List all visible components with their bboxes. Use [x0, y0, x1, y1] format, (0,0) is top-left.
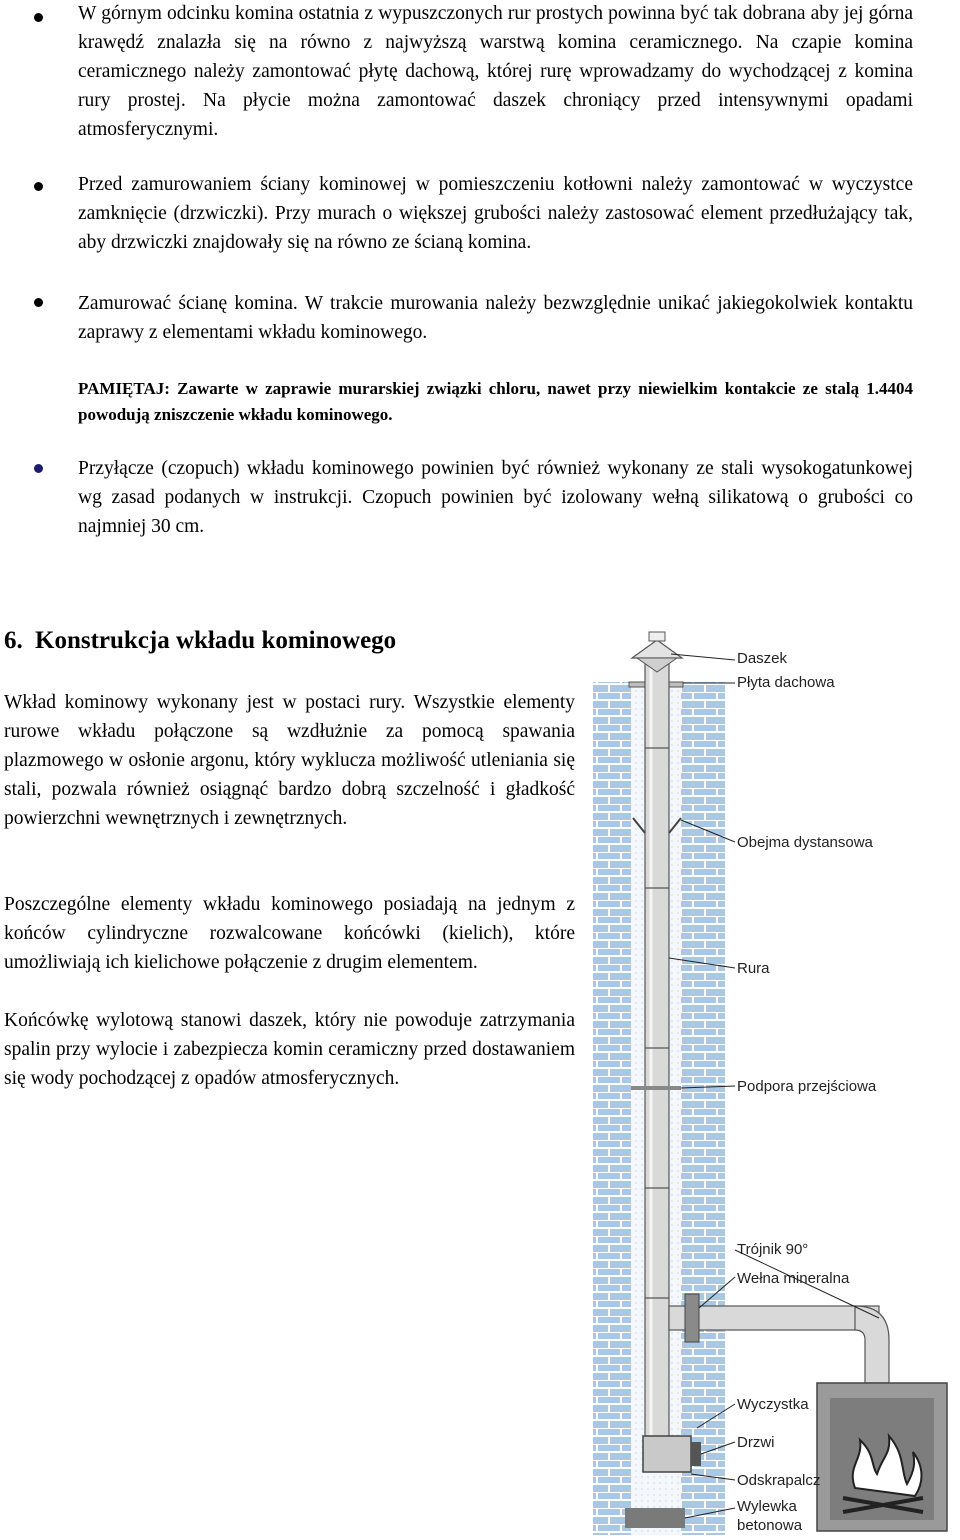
chimney-wall-left	[593, 682, 631, 1535]
label-tee: Trójnik 90°	[737, 1241, 809, 1258]
paragraph: Końcówkę wylotową stanowi daszek, który nie powoduje zatrzymania spalin przy wylocie i zabezpiecza komin ceramiczny przed dostawaniem się wody pochodzącej z opadów atmosferycznych.	[4, 1010, 575, 1089]
paragraph: Wkład kominowy wykonany jest w postaci rury. Wszystkie elementy rurowe wkładu połączone są wzdłużnie za pomocą spawania plazmowego w osłonie argonu, który wyklucza możliwość utleniania się stali, pozwala również osiągnąć bardzo dobrą szczelność i gładkość powierzchni wewnętrznych i zewnętrznych.	[4, 692, 575, 829]
label-door: Drzwi	[737, 1434, 775, 1451]
label-cap: Daszek	[737, 650, 788, 667]
bullet-item: W górnym odcinku komina ostatnia z wypuszczonych rur prostych powinna być tak dobrana aby jej górna krawędź znalazła się na równo z najwyższą warstwą komina ceramicznego. Na czapie komina ceramicznego należy zamontować płytę dachową, której rurę wprowadzamy do wychodzącej z komina rury prostej. Na płycie można zamontować daszek chroniący przed intensywnymi opadami atmosferycznymi.	[78, 3, 913, 140]
label-floor-1: Wylewka	[737, 1498, 797, 1515]
chimney-diagram	[585, 628, 960, 1535]
label-condensate: Odskrapalcz	[737, 1472, 821, 1489]
support-plate	[631, 1086, 681, 1090]
section-title: Konstrukcja wkładu kominowego	[35, 627, 397, 654]
label-roof-plate: Płyta dachowa	[737, 674, 835, 691]
label-support: Podpora przejściowa	[737, 1078, 877, 1095]
label-floor-2: betonowa	[737, 1517, 803, 1534]
label-cleanout: Wyczystka	[737, 1396, 809, 1413]
elbow	[855, 1306, 889, 1383]
tee-branch	[669, 1306, 879, 1330]
section-heading	[4, 622, 396, 660]
bullet-item: Przyłącze (czopuch) wkładu kominowego powinien być również wykonany ze stali wysokogatunkowej wg zasad podanych w instrukcji. Czopuch powinien być izolowany wełną silikatową o grubości co najmniej 30 cm.	[78, 458, 913, 537]
bullet-icon	[34, 13, 43, 22]
label-spacer-clamp: Obejma dystansowa	[737, 834, 873, 851]
chimney-drawing	[585, 628, 960, 1535]
paragraph: Poszczególne elementy wkładu kominowego posiadają na jednym z końców cylindryczne rozwalcowane końcówki (kielich), które umożliwiają ich kielichowe połączenie z drugim elementem.	[4, 894, 575, 973]
label-pipe: Rura	[737, 960, 770, 977]
warning-note: PAMIĘTAJ: Zawarte w zaprawie murarskiej związki chloru, nawet przy niewielkim kontakcie ze stalą 1.4404 powodują zniszczenie wkładu kominowego.	[78, 379, 913, 424]
cleanout-door	[643, 1436, 691, 1472]
bullet-icon	[34, 182, 43, 191]
bullet-item: Zamurować ścianę komina. W trakcie murowania należy bezwzględnie unikać jakiegokolwiek kontaktu zaprawy z elementami wkładu kominowego.	[78, 293, 913, 343]
chimney-wall-right	[681, 682, 725, 1535]
bullet-icon	[34, 464, 43, 473]
mineral-wool	[685, 1294, 699, 1342]
cap-daszek	[632, 640, 682, 658]
section-number: 6.	[4, 627, 23, 654]
label-mineral-wool: Wełna mineralna	[737, 1270, 850, 1287]
bullet-icon	[34, 298, 43, 307]
concrete-floor	[625, 1508, 685, 1528]
bullet-item: Przed zamurowaniem ściany kominowej w pomieszczeniu kotłowni należy zamontować w wyczystce zamknięcie (drzwiczki). Przy murach o większej grubości należy zastosować element przedłużający tak, aby drzwiczki znajdowały się na równo ze ścianą komina.	[78, 174, 913, 253]
